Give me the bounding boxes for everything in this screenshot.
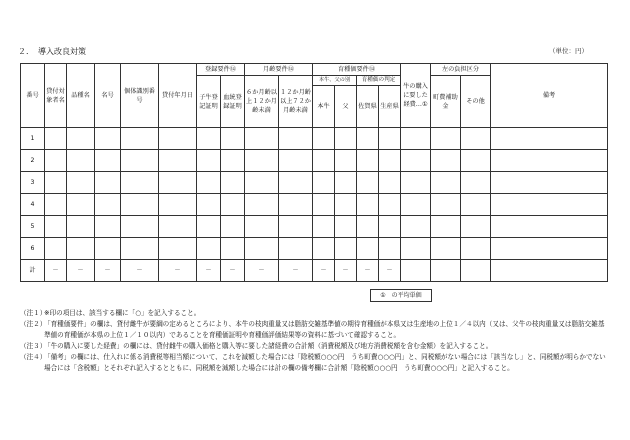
- table-cell[interactable]: [357, 128, 379, 150]
- header-genetic-group: 育種価要件⑭: [313, 64, 401, 76]
- table-cell[interactable]: [245, 194, 279, 216]
- note-text: ※印の項目は、該当する欄に「○」を記入すること。: [44, 309, 201, 317]
- note-mark: （注２）: [20, 320, 47, 328]
- table-cell[interactable]: [357, 172, 379, 194]
- note-text: 「育種価要件」の欄は、貸付雌牛が要綱の定めるところにより、本牛の枝肉重量又は脂肪交雑基準値の期待育種価が本県又は生産地の上位１／４以内（又は、父牛の枝肉重量又は脂肪交雑基準値の育種価が本県の上位１／１０以内）であることを育種価証明や育種価評価結果等の資料に基づいて確認すること。: [44, 320, 605, 339]
- table-cell[interactable]: [197, 238, 221, 260]
- table-cell[interactable]: [357, 238, 379, 260]
- header-cost: 牛の購入に要した経費…①: [401, 64, 431, 128]
- table-cell[interactable]: [245, 216, 279, 238]
- table-cell[interactable]: [197, 172, 221, 194]
- table-cell[interactable]: [221, 216, 245, 238]
- row-number: 2: [21, 150, 45, 172]
- total-dash-cell: －: [159, 260, 197, 282]
- table-cell[interactable]: [401, 238, 431, 260]
- row-number: 5: [21, 216, 45, 238]
- header-blood-cert: 血統登録証明: [221, 76, 245, 128]
- header-variety: 品種名: [67, 64, 95, 128]
- table-cell[interactable]: [221, 238, 245, 260]
- table-cell[interactable]: [279, 128, 313, 150]
- note-mark: （注１）: [20, 309, 47, 317]
- total-dash-cell: －: [221, 260, 245, 282]
- table-cell[interactable]: [335, 216, 357, 238]
- note-item: [20, 341, 610, 352]
- table-cell[interactable]: [245, 238, 279, 260]
- table-cell[interactable]: [379, 150, 401, 172]
- header-age-group: 月齢要件⑭: [245, 64, 313, 76]
- table-cell[interactable]: [491, 172, 608, 194]
- note-text: 「牛の購入に要した経費」の欄には、貸付雌牛の購入価格と購入等に要した諸経費の合計額（消費税額及び地方消費税額を含む金額）を記入すること。: [44, 342, 493, 350]
- row-number: 1: [21, 128, 45, 150]
- table-cell[interactable]: [221, 172, 245, 194]
- table-cell[interactable]: [431, 172, 461, 194]
- header-genetic-judge: 育種価の判定: [357, 76, 401, 86]
- note-mark: （注３）: [20, 342, 47, 350]
- table-cell[interactable]: [431, 128, 461, 150]
- table-cell[interactable]: [431, 150, 461, 172]
- average-unit-price-label: ① の平均単価: [370, 289, 432, 302]
- note-item: [20, 319, 610, 341]
- table-cell[interactable]: [197, 194, 221, 216]
- table-cell[interactable]: [121, 194, 159, 216]
- table-cell[interactable]: [45, 128, 67, 150]
- total-dash-cell: －: [279, 260, 313, 282]
- total-cell[interactable]: [491, 260, 608, 282]
- table-cell[interactable]: [401, 194, 431, 216]
- table-cell[interactable]: [461, 150, 491, 172]
- table-cell[interactable]: [197, 150, 221, 172]
- table-cell[interactable]: [491, 150, 608, 172]
- table-row: [21, 238, 608, 260]
- header-reg-cert: 子牛登記証明: [197, 76, 221, 128]
- table-cell[interactable]: [121, 150, 159, 172]
- table-cell[interactable]: [67, 238, 95, 260]
- table-cell[interactable]: [313, 194, 335, 216]
- table-cell[interactable]: [159, 194, 197, 216]
- table-cell[interactable]: [221, 128, 245, 150]
- table-cell[interactable]: [491, 238, 608, 260]
- table-cell[interactable]: [379, 216, 401, 238]
- total-cell[interactable]: [401, 260, 431, 282]
- table-cell[interactable]: [357, 216, 379, 238]
- table-cell[interactable]: [401, 150, 431, 172]
- table-cell[interactable]: [313, 128, 335, 150]
- row-number: 3: [21, 172, 45, 194]
- row-number: 4: [21, 194, 45, 216]
- table-cell[interactable]: [461, 128, 491, 150]
- improvement-table: [20, 63, 608, 282]
- table-cell[interactable]: [67, 150, 95, 172]
- total-dash-cell: －: [379, 260, 401, 282]
- table-cell[interactable]: [45, 194, 67, 216]
- table-cell[interactable]: [95, 216, 121, 238]
- table-cell[interactable]: [335, 150, 357, 172]
- table-cell[interactable]: [491, 128, 608, 150]
- table-cell[interactable]: [159, 128, 197, 150]
- table-cell[interactable]: [121, 128, 159, 150]
- header-other: その他: [461, 76, 491, 128]
- table-cell[interactable]: [335, 128, 357, 150]
- table-cell[interactable]: [379, 128, 401, 150]
- table-cell[interactable]: [279, 150, 313, 172]
- header-name: 名号: [95, 64, 121, 128]
- table-cell[interactable]: [121, 216, 159, 238]
- header-honushi: 本牛: [313, 86, 335, 128]
- table-cell[interactable]: [245, 172, 279, 194]
- table-cell[interactable]: [45, 172, 67, 194]
- table-cell[interactable]: [461, 216, 491, 238]
- header-id: 個体識別番号: [121, 64, 159, 128]
- table-row: [21, 172, 608, 194]
- table-cell[interactable]: [159, 150, 197, 172]
- table-cell[interactable]: [45, 216, 67, 238]
- note-item: [20, 308, 610, 319]
- table-cell[interactable]: [379, 194, 401, 216]
- total-dash-cell: －: [245, 260, 279, 282]
- header-father: 父: [335, 86, 357, 128]
- table-cell[interactable]: [121, 172, 159, 194]
- table-cell[interactable]: [159, 216, 197, 238]
- total-dash-cell: －: [313, 260, 335, 282]
- table-cell[interactable]: [379, 172, 401, 194]
- header-genetic-sub: 本牛、父の別: [313, 76, 357, 86]
- table-cell[interactable]: [431, 238, 461, 260]
- table-body: [21, 128, 608, 282]
- table-cell[interactable]: [313, 172, 335, 194]
- header-town: 町費補助金: [431, 76, 461, 128]
- table-cell[interactable]: [379, 238, 401, 260]
- header-registration-group: 登録要件⑭: [197, 64, 245, 76]
- unit-label: （単位：円）: [549, 47, 588, 55]
- total-dash-cell: －: [45, 260, 67, 282]
- table-cell[interactable]: [221, 150, 245, 172]
- table-cell[interactable]: [159, 172, 197, 194]
- header-no: 番号: [21, 64, 45, 128]
- table-cell[interactable]: [461, 238, 491, 260]
- total-label: 計: [21, 260, 45, 282]
- total-dash-cell: －: [121, 260, 159, 282]
- total-cell[interactable]: [461, 260, 491, 282]
- table-row: [21, 150, 608, 172]
- table-cell[interactable]: [401, 216, 431, 238]
- total-dash-cell: －: [95, 260, 121, 282]
- header-production: 生産県: [379, 86, 401, 128]
- note-mark: （注４）: [20, 353, 47, 361]
- table-row: [21, 216, 608, 238]
- total-dash-cell: －: [197, 260, 221, 282]
- table-cell[interactable]: [313, 238, 335, 260]
- header-age-6-12: ６か月齢以上１２か月齢未満: [245, 76, 279, 128]
- header-saga: 佐賀県: [357, 86, 379, 128]
- table-cell[interactable]: [357, 194, 379, 216]
- section-title: ２． 導入改良対策: [18, 47, 86, 56]
- note-text: 「備考」の欄には、仕入れに係る消費税等相当額について、これを減額した場合には「除税額○○○円 うち町費○○○円」と、同税額がない場合には「該当なし」と、同税額が明らかでない場合には「含税額」とそれぞれ記入するとともに、同税額を減額した場合には計の欄の備考欄に合計額「除税額○○○円 うち町費○○○円」と記入すること。: [44, 353, 606, 372]
- table-cell[interactable]: [279, 172, 313, 194]
- table-cell[interactable]: [279, 238, 313, 260]
- table-cell[interactable]: [95, 194, 121, 216]
- table-cell[interactable]: [95, 150, 121, 172]
- header-remarks: 備考: [491, 64, 608, 128]
- table-cell[interactable]: [335, 194, 357, 216]
- total-cell[interactable]: [431, 260, 461, 282]
- table-cell[interactable]: [335, 172, 357, 194]
- header-holder: 貸付対象者名: [45, 64, 67, 128]
- table-cell[interactable]: [461, 194, 491, 216]
- table-cell[interactable]: [67, 172, 95, 194]
- table-row: [21, 194, 608, 216]
- table-cell[interactable]: [121, 238, 159, 260]
- table-cell[interactable]: [95, 128, 121, 150]
- header-age-12-27: １２か月齢以上７２か月齢未満: [279, 76, 313, 128]
- table-cell[interactable]: [279, 216, 313, 238]
- table-row: [21, 128, 608, 150]
- total-dash-cell: －: [335, 260, 357, 282]
- table-cell[interactable]: [431, 194, 461, 216]
- table-cell[interactable]: [491, 216, 608, 238]
- table-cell[interactable]: [279, 194, 313, 216]
- total-row: [21, 260, 608, 282]
- table-cell[interactable]: [335, 238, 357, 260]
- notes: [20, 308, 610, 374]
- table-cell[interactable]: [221, 194, 245, 216]
- table-cell[interactable]: [313, 150, 335, 172]
- table-cell[interactable]: [95, 238, 121, 260]
- table-cell[interactable]: [45, 238, 67, 260]
- table-cell[interactable]: [313, 216, 335, 238]
- table-cell[interactable]: [401, 172, 431, 194]
- header-loan-date: 貸付年月日: [159, 64, 197, 128]
- table-cell[interactable]: [67, 128, 95, 150]
- table-cell[interactable]: [67, 216, 95, 238]
- total-dash-cell: －: [67, 260, 95, 282]
- table-cell[interactable]: [95, 172, 121, 194]
- table-cell[interactable]: [245, 128, 279, 150]
- table-cell[interactable]: [159, 238, 197, 260]
- header-burden-group: 左の負担区分: [431, 64, 491, 76]
- table-cell[interactable]: [357, 150, 379, 172]
- table-cell[interactable]: [401, 128, 431, 150]
- note-item: [20, 352, 610, 374]
- table-cell[interactable]: [67, 194, 95, 216]
- table-cell[interactable]: [461, 172, 491, 194]
- table-cell[interactable]: [431, 216, 461, 238]
- table-cell[interactable]: [45, 150, 67, 172]
- table-cell[interactable]: [245, 150, 279, 172]
- table-cell[interactable]: [491, 194, 608, 216]
- table-cell[interactable]: [197, 128, 221, 150]
- row-number: 6: [21, 238, 45, 260]
- total-dash-cell: －: [357, 260, 379, 282]
- table-cell[interactable]: [197, 216, 221, 238]
